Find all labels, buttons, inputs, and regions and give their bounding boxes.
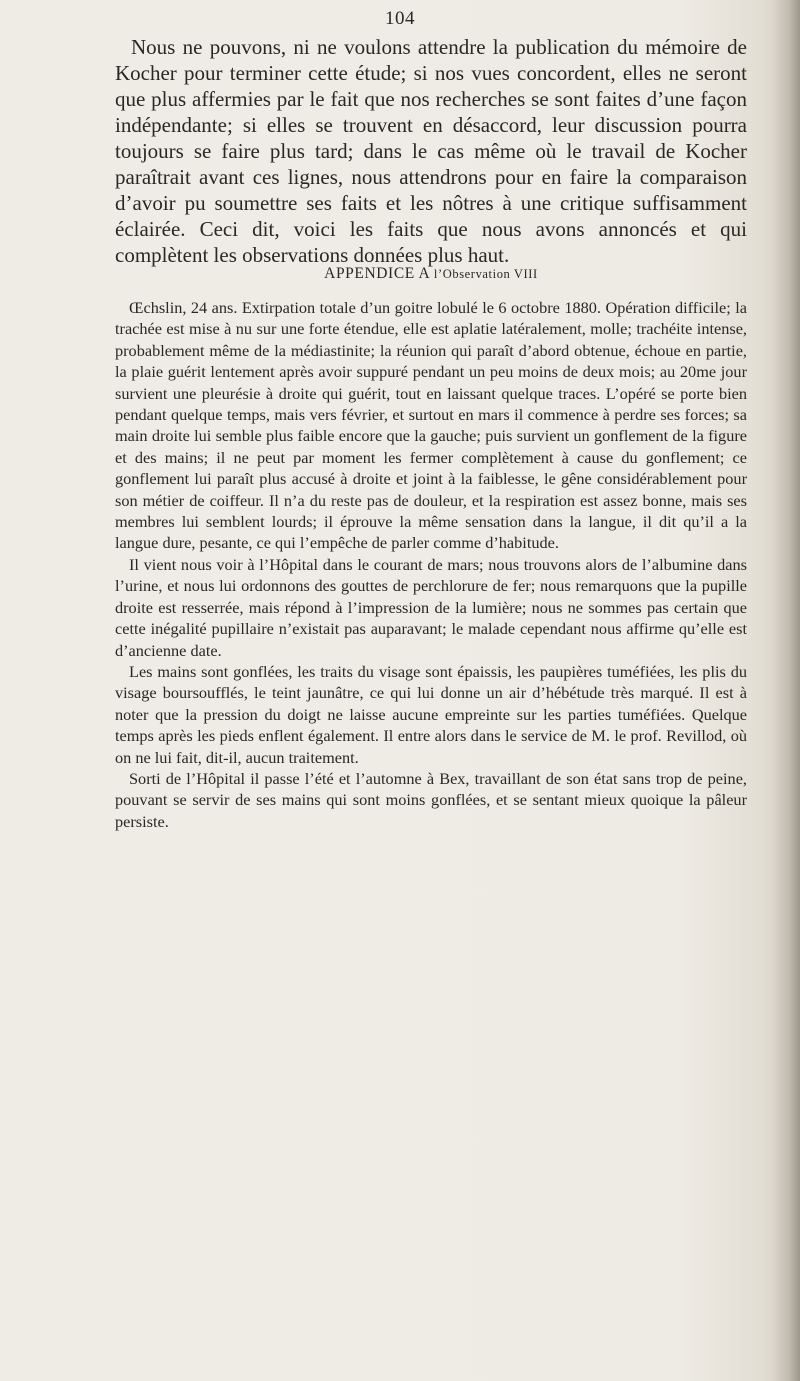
observation-paragraph: Il vient nous voir à l’Hôpital dans le courant de mars; nous trouvons alors de l’albumine dans l’urine, et nous lui ordonnons des gouttes de perchlorure de fer; nous remarquons que la pupille droite est resserrée, mais répond à l’impression de la lumière; nous ne sommes pas certain que cette inégalité pupillaire n’existait pas auparavant; le malade cependant nous affirme qu’elle est d’ancienne date. bbox=[115, 554, 747, 660]
observation-paragraph: Œchslin, 24 ans. Extirpation totale d’un goitre lobulé le 6 octobre 1880. Opération difficile; la trachée est mise à nu sur une forte étendue, elle est aplatie latéralement, molle; trachéite intense, probablement même de la médiastinite; la réunion qui paraît d’abord obtenue, échoue en partie, la plaie guérit lentement après avoir suppuré pendant un peu moins de deux mois; au 20me jour survient une pleurésie à droite qui guérit, tout en laissant quelque traces. L’opéré se porte bien pendant quelque temps, mais vers février, et surtout en mars il commence à perdre ses forces; sa main droite lui semble plus faible encore que la gauche; puis survient un gonflement de la figure et des mains; il ne peut par moment les fermer complètement à cause du gonflement; ce gonflement lui paraît plus accusé à droite et joint à la faiblesse, le gêne considérablement pour son métier de coiffeur. Il n’a du reste pas de douleur, et la respiration est assez bonne, mais ses membres lui semblent lourds; il éprouve la même sensation dans la langue, il dit qu’il a la langue dure, pesante, ce qui l’empêche de parler comme d’habitude. bbox=[115, 298, 747, 553]
observation-paragraph: Les mains sont gonflées, les traits du visage sont épaissis, les paupières tuméfiées, les plis du visage boursoufflés, le teint jaunâtre, ce qui lui donne un air d’hébétude très marqué. Il est à noter que la pression du doigt ne laisse aucune empreinte sur les parties tuméfiées. Quelque temps après les pieds enflent également. Il entre alors dans le service de M. le prof. Revillod, où on ne lui fait, dit-il, aucun traitement. bbox=[115, 661, 747, 767]
observation-text bbox=[115, 297, 747, 832]
intro-section bbox=[115, 34, 747, 268]
intro-paragraph: Nous ne pouvons, ni ne voulons attendre la publication du mémoire de Kocher pour terminer cette étude; si nos vues concordent, elles ne seront que plus affermies par le fait que nos recherches se sont faites d’une façon indépendante; si elles se trouvent en désaccord, leur discussion pourra toujours se faire plus tard; dans le cas même où le travail de Kocher paraîtrait avant ces lignes, nous attendrons pour en faire la comparaison d’avoir pu soumettre ses faits et les nôtres à une critique suffisamment éclairée. Ceci dit, voici les faits que nous avons annoncés et qui complètent les observations données plus haut. bbox=[115, 35, 747, 267]
appendix-prefix: APPENDICE A bbox=[324, 265, 430, 282]
page-edge-shadow bbox=[772, 0, 800, 1381]
observation-paragraph: Sorti de l’Hôpital il passe l’été et l’automne à Bex, travaillant de son état sans trop de peine, pouvant se servir de ses mains qui sont moins gonflées, et se sentant mieux quoique la pâleur persiste. bbox=[115, 768, 747, 831]
page-number: 104 bbox=[385, 8, 415, 29]
appendix-observation-label: l’Observation VIII bbox=[433, 267, 538, 281]
appendix-heading bbox=[115, 265, 747, 283]
